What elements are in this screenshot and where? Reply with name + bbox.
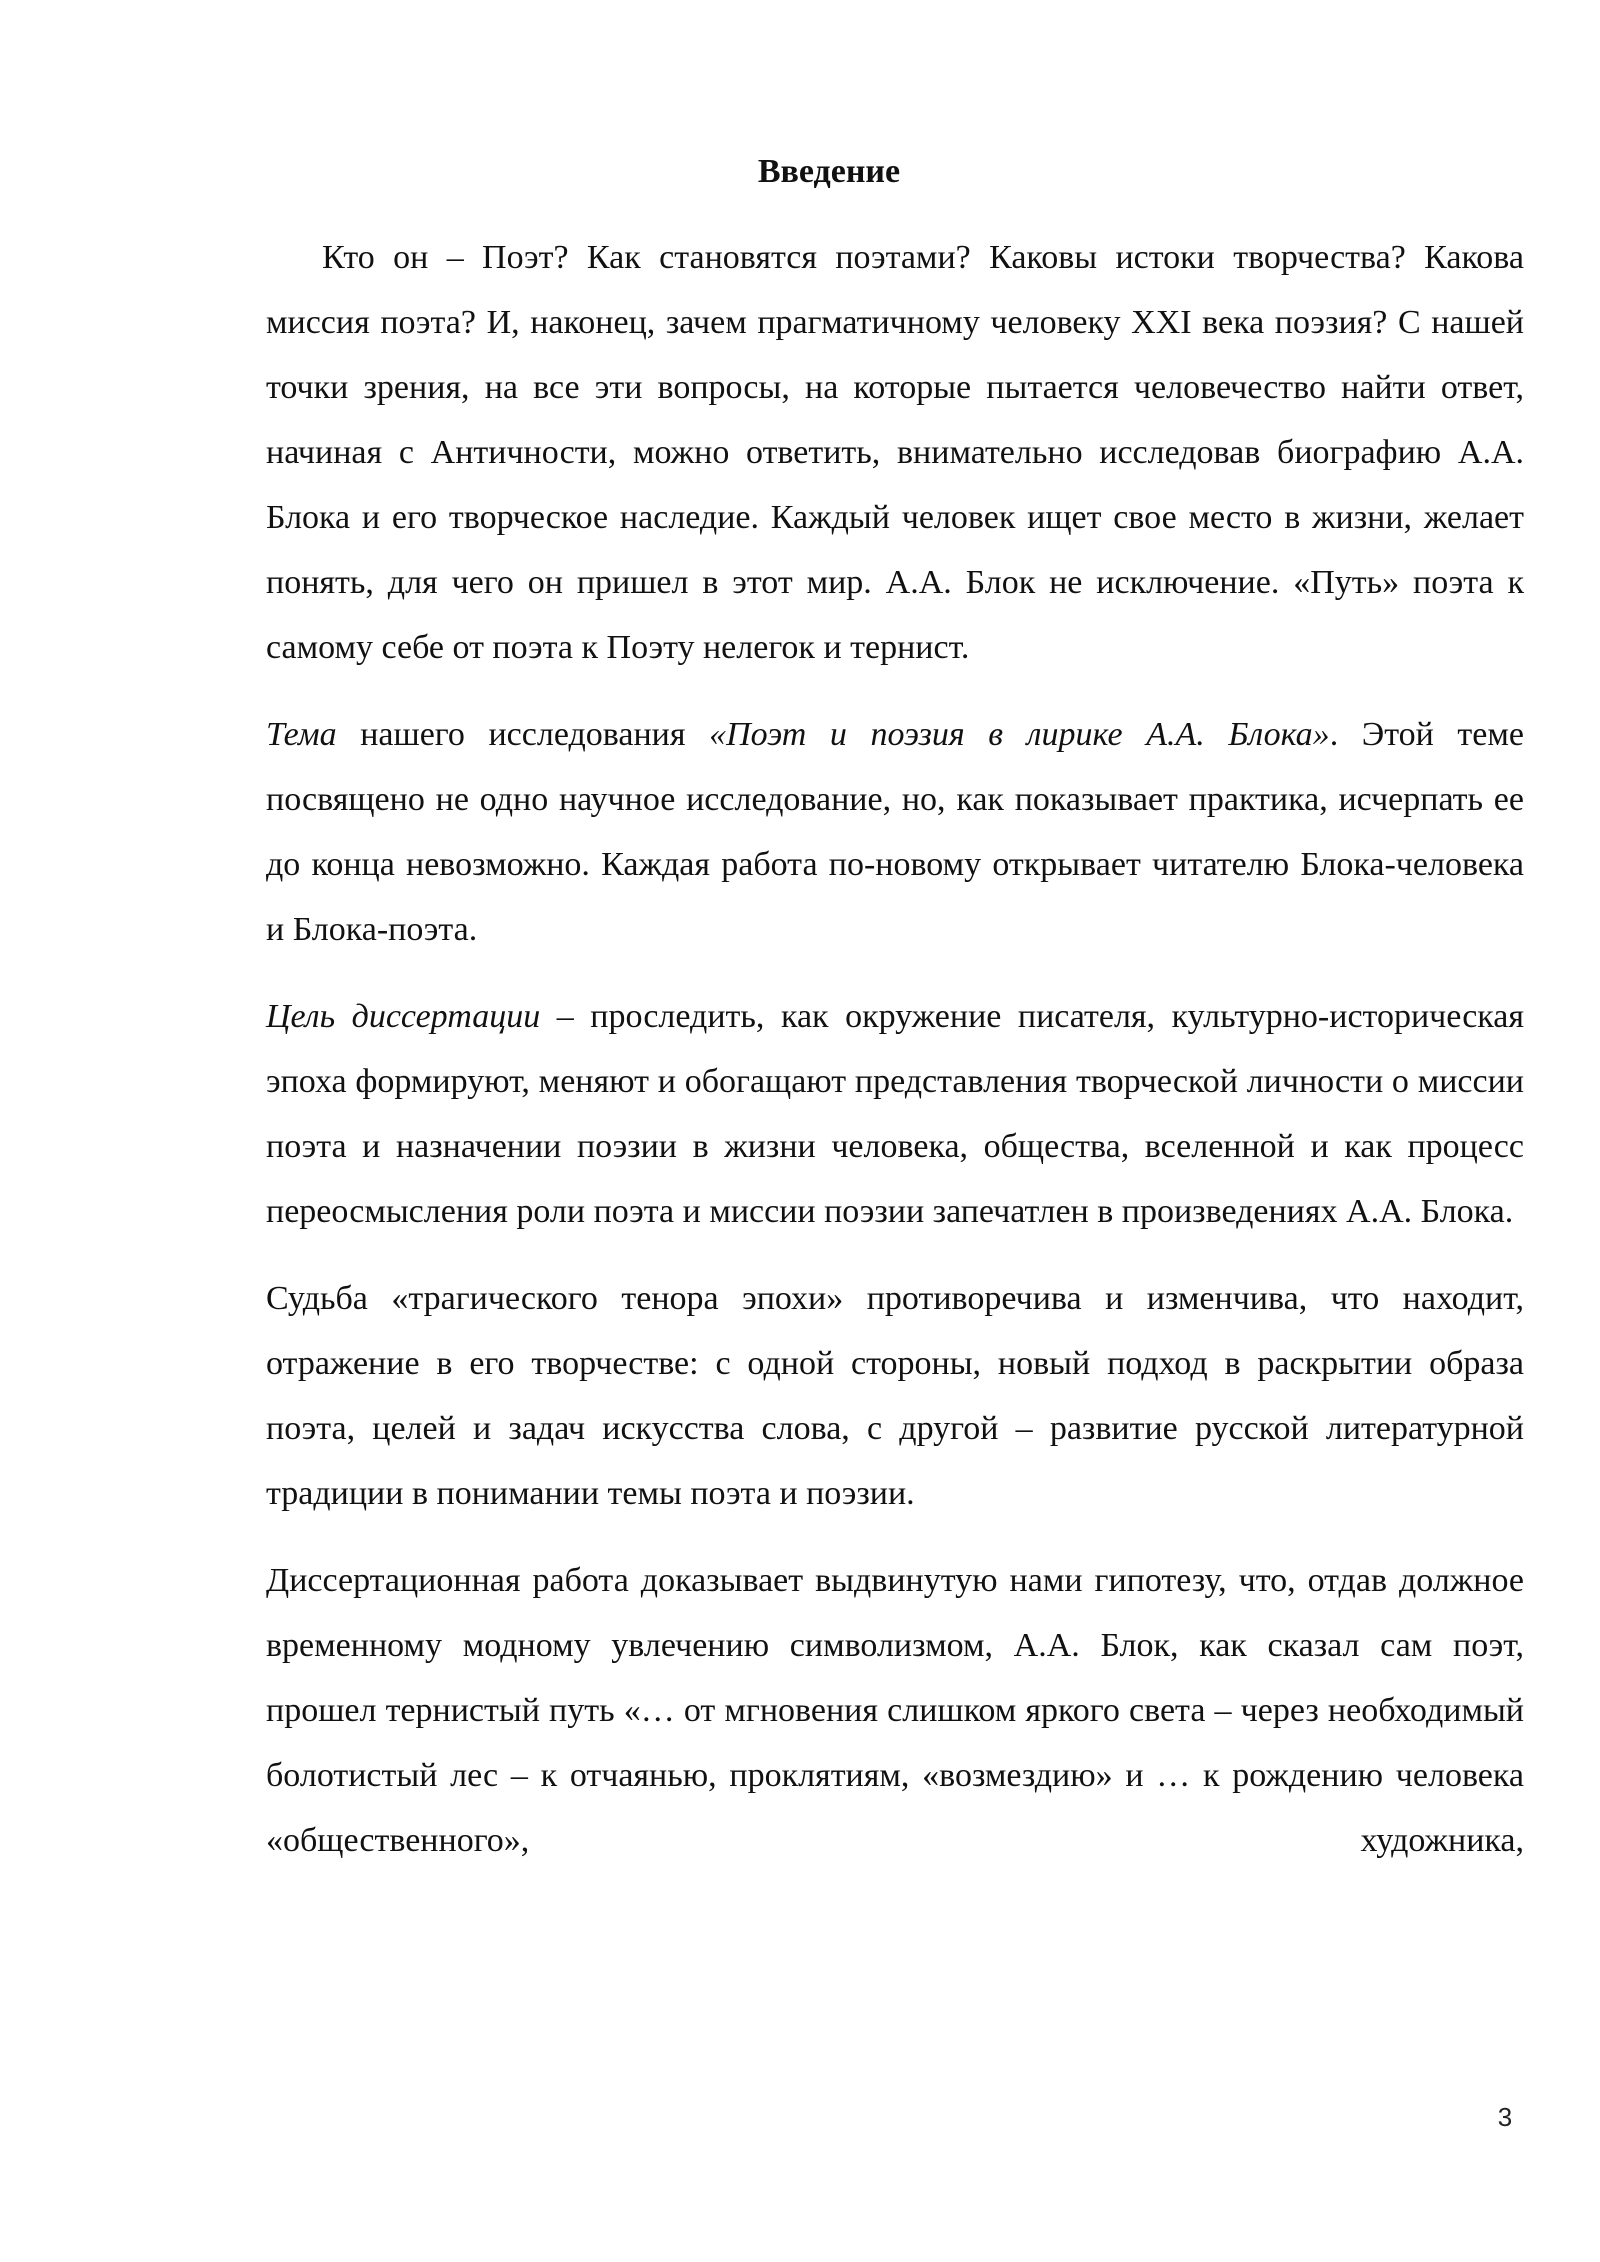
goal-text: – проследить, как окружение писателя, культурно-историческая эпоха формируют, меняют и обогащают представления творческой личности о миссии поэта и назначении поэзии в жизни человека, общества, вселенной и как процесс переосмысления роли поэта и миссии поэзии запечатлен в произведениях А.А. Блока. <box>266 998 1525 1230</box>
paragraph-hypothesis: Диссертационная работа доказывает выдвинутую нами гипотезу, что, отдав должное временному модному увлечению символизмом, А.А. Блок, как сказал сам поэт, прошел тернистый путь «… от мгновения слишком яркого света – через необходимый болотистый лес – к отчаянью, проклятиям, «возмездию» и … к рождению человека «общественного», художника, <box>266 1562 1524 1859</box>
body-text <box>266 225 1524 1873</box>
page-number: 3 <box>1497 2102 1513 2132</box>
paragraph-fate: Судьба «трагического тенора эпохи» противоречива и изменчива, что находит, отражение в его творчестве: с одной стороны, новый подход в раскрытии образа поэта, целей и задач искусства слова, с другой – развитие русской литературной традиции в понимании темы поэта и поэзии. <box>266 1280 1524 1512</box>
goal-term: Цель диссертации <box>266 998 541 1035</box>
paragraph-topic <box>266 702 1524 962</box>
paragraph-intro: Кто он – Поэт? Как становятся поэтами? Каковы истоки творчества? Какова миссия поэта? И, наконец, зачем прагматичному человеку XXI века поэзия? С нашей точки зрения, на все эти вопросы, на которые пытается человечество найти ответ, начиная с Античности, можно ответить, внимательно исследовав биографию А.А. Блока и его творческое наследие. Каждый человек ищет свое место в жизни, желает понять, для чего он пришел в этот мир. А.А. Блок не исключение. «Путь» поэта к самому себе от поэта к Поэту нелегок и тернист. <box>266 239 1524 666</box>
topic-title: «Поэт и поэзия в лирике А.А. Блока» <box>709 716 1330 753</box>
topic-text-before: нашего исследования <box>336 716 710 753</box>
topic-term: Тема <box>266 716 337 753</box>
page-title: Введение <box>757 153 901 190</box>
topic-text-after: . Этой теме посвящено не одно научное исследование, но, как показывает практика, исчерпать ее до конца невозможно. Каждая работа по-новому открывает читателю Блока-человека и Блока-поэта. <box>266 716 1524 948</box>
paragraph-goal <box>266 984 1524 1244</box>
